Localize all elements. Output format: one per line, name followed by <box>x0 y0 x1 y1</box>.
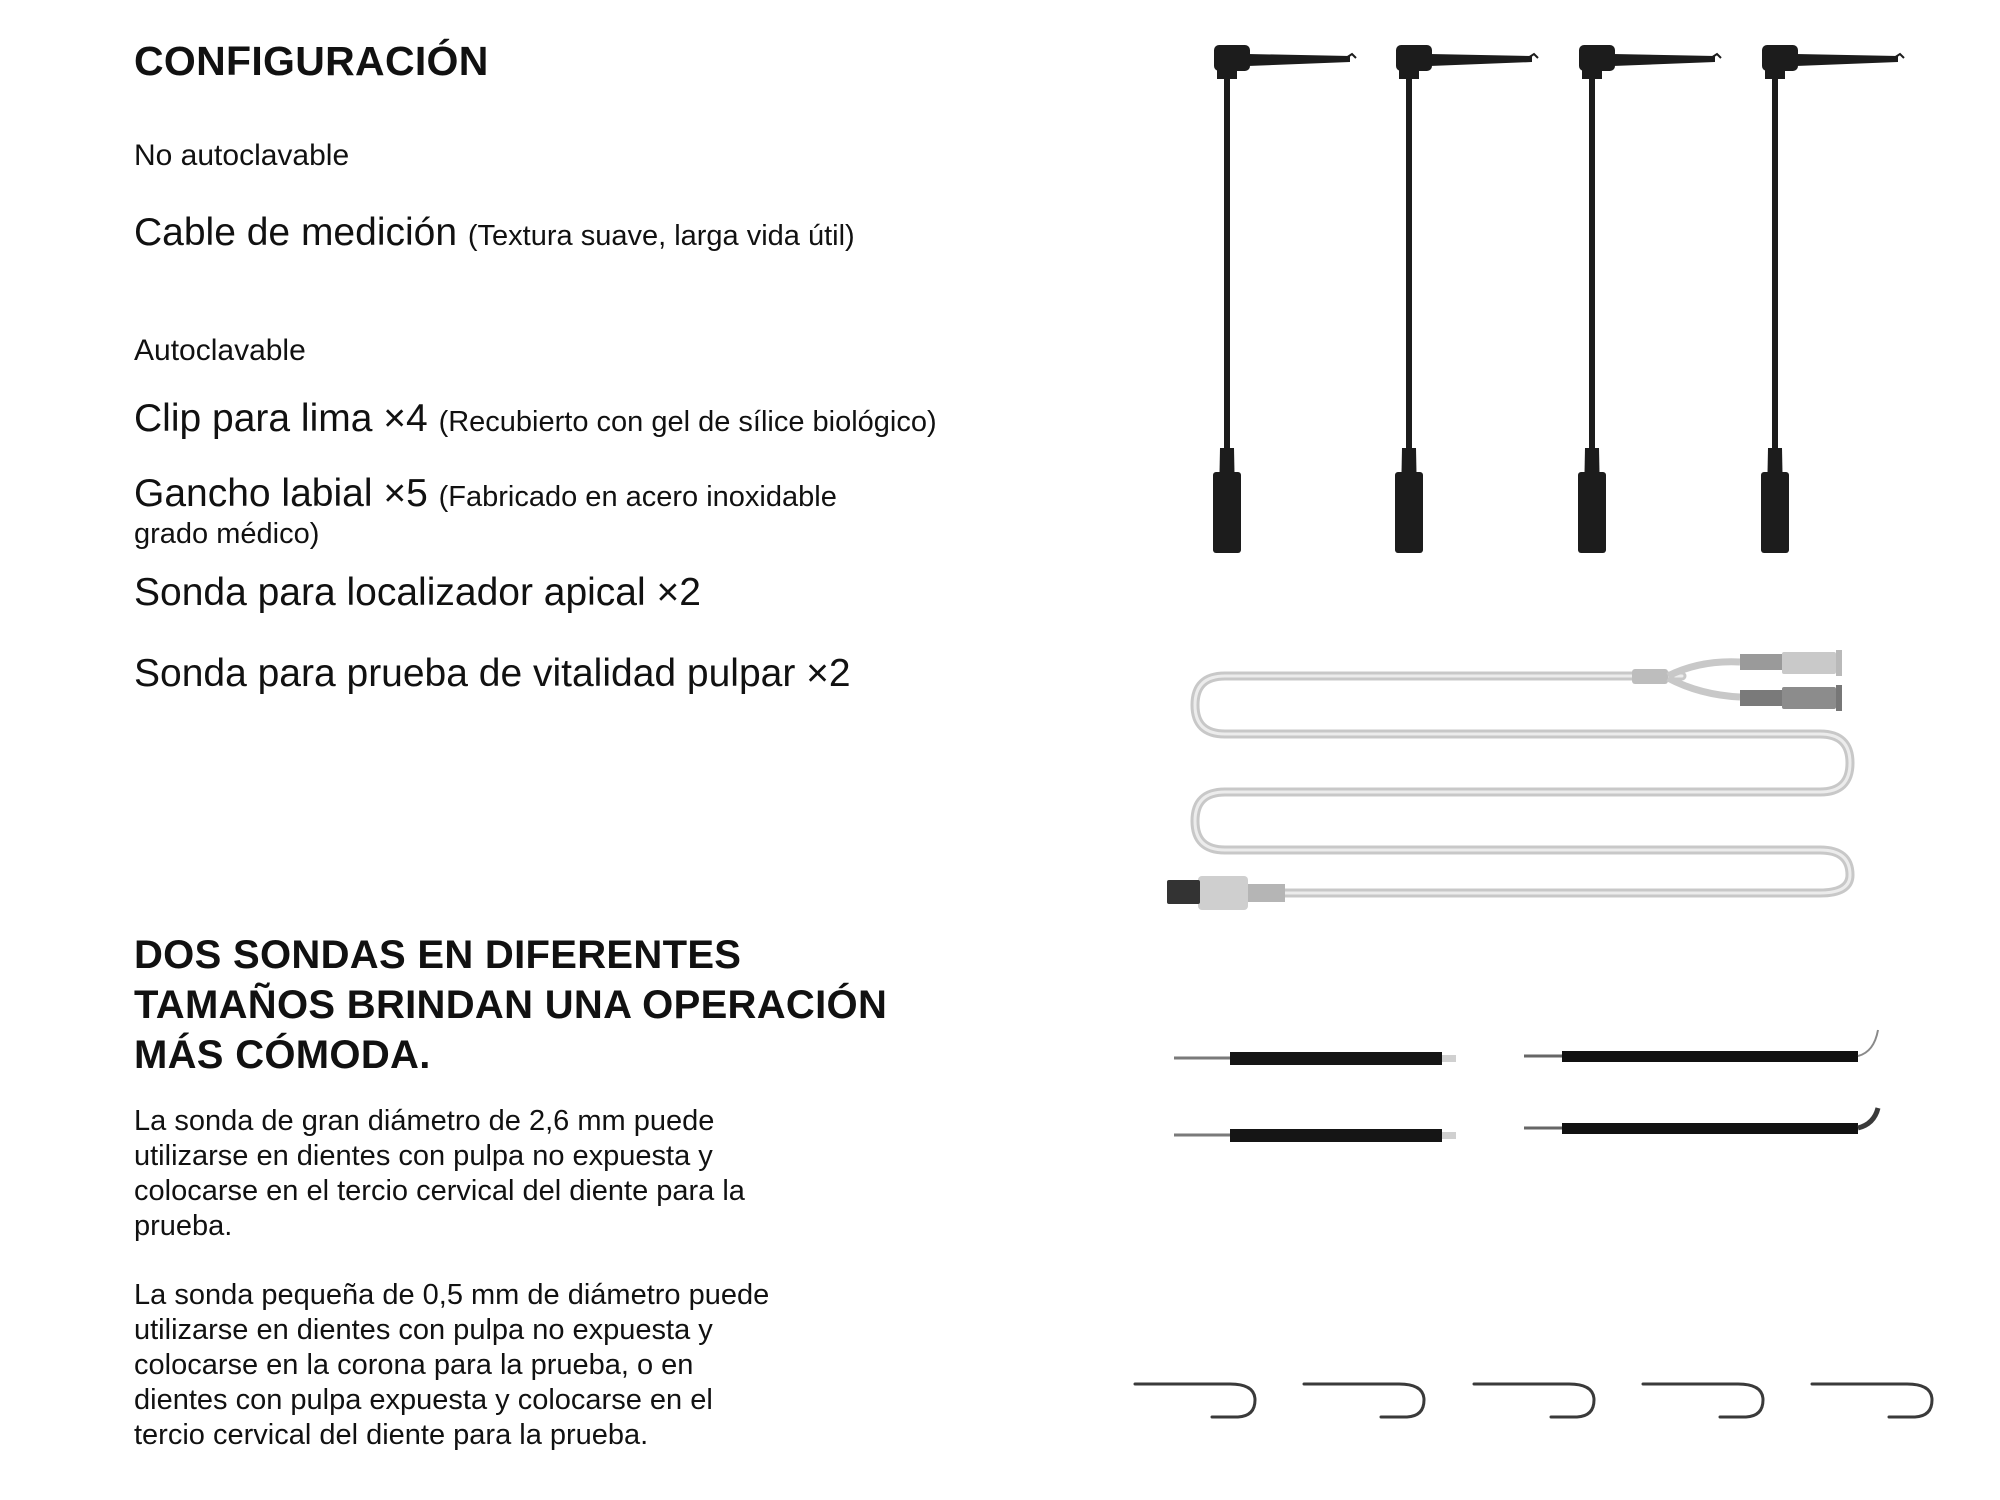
measuring-cable <box>1167 650 1850 910</box>
file-clip-4 <box>1761 45 1904 553</box>
clip-name: Clip para lima ×4 <box>134 397 428 440</box>
probe-small-1 <box>1524 1030 1878 1062</box>
probe-large-2 <box>1174 1129 1456 1142</box>
probe-paragraph-small: La sonda pequeña de 0,5 mm de diámetro puede utilizarse en dientes con pulpa no expuesta y colocarse en la corona para la prueba, o en dientes con pulpa expuesta y colocarse en el tercio cervical del diente para la prueba. <box>134 1279 770 1451</box>
probe-large-1 <box>1174 1052 1456 1065</box>
hook-name: Gancho labial ×5 <box>134 472 428 515</box>
config-title: CONFIGURACIÓN <box>134 38 489 84</box>
probes-heading-line1: DOS SONDAS EN DIFERENTES <box>134 933 742 977</box>
lip-hook-3 <box>1474 1384 1594 1417</box>
apex-probe-item: Sonda para localizador apical ×2 <box>134 571 701 614</box>
file-clip-3 <box>1578 45 1721 553</box>
lip-hook-5 <box>1812 1384 1932 1417</box>
autoclave-label: Autoclavable <box>134 334 306 367</box>
probe-paragraph-large: La sonda de gran diámetro de 2,6 mm puede utilizarse en dientes con pulpa no expuesta y colocarse en el tercio cervical del diente para la prueba. <box>134 1105 745 1242</box>
pulp-probe-item: Sonda para prueba de vitalidad pulpar ×2 <box>134 652 851 695</box>
lip-hook-1 <box>1135 1384 1255 1417</box>
cable-note: (Textura suave, larga vida útil) <box>467 220 855 252</box>
non-autoclave-label: No autoclavable <box>134 139 350 172</box>
probe-small-2 <box>1524 1108 1878 1134</box>
probes-heading-line2: TAMAÑOS BRINDAN UNA OPERACIÓN <box>134 983 888 1027</box>
cable-name: Cable de medición <box>134 211 458 254</box>
lip-hook-2 <box>1304 1384 1424 1417</box>
lip-hook-4 <box>1643 1384 1763 1417</box>
hook-note: (Fabricado en acero inoxidable <box>438 481 837 513</box>
clip-note: (Recubierto con gel de sílice biológico) <box>438 406 937 438</box>
file-clip-1 <box>1213 45 1356 553</box>
hook-note-cont: grado médico) <box>134 518 320 550</box>
probes-heading-line3: MÁS CÓMODA. <box>134 1033 431 1077</box>
file-clip-2 <box>1395 45 1538 553</box>
